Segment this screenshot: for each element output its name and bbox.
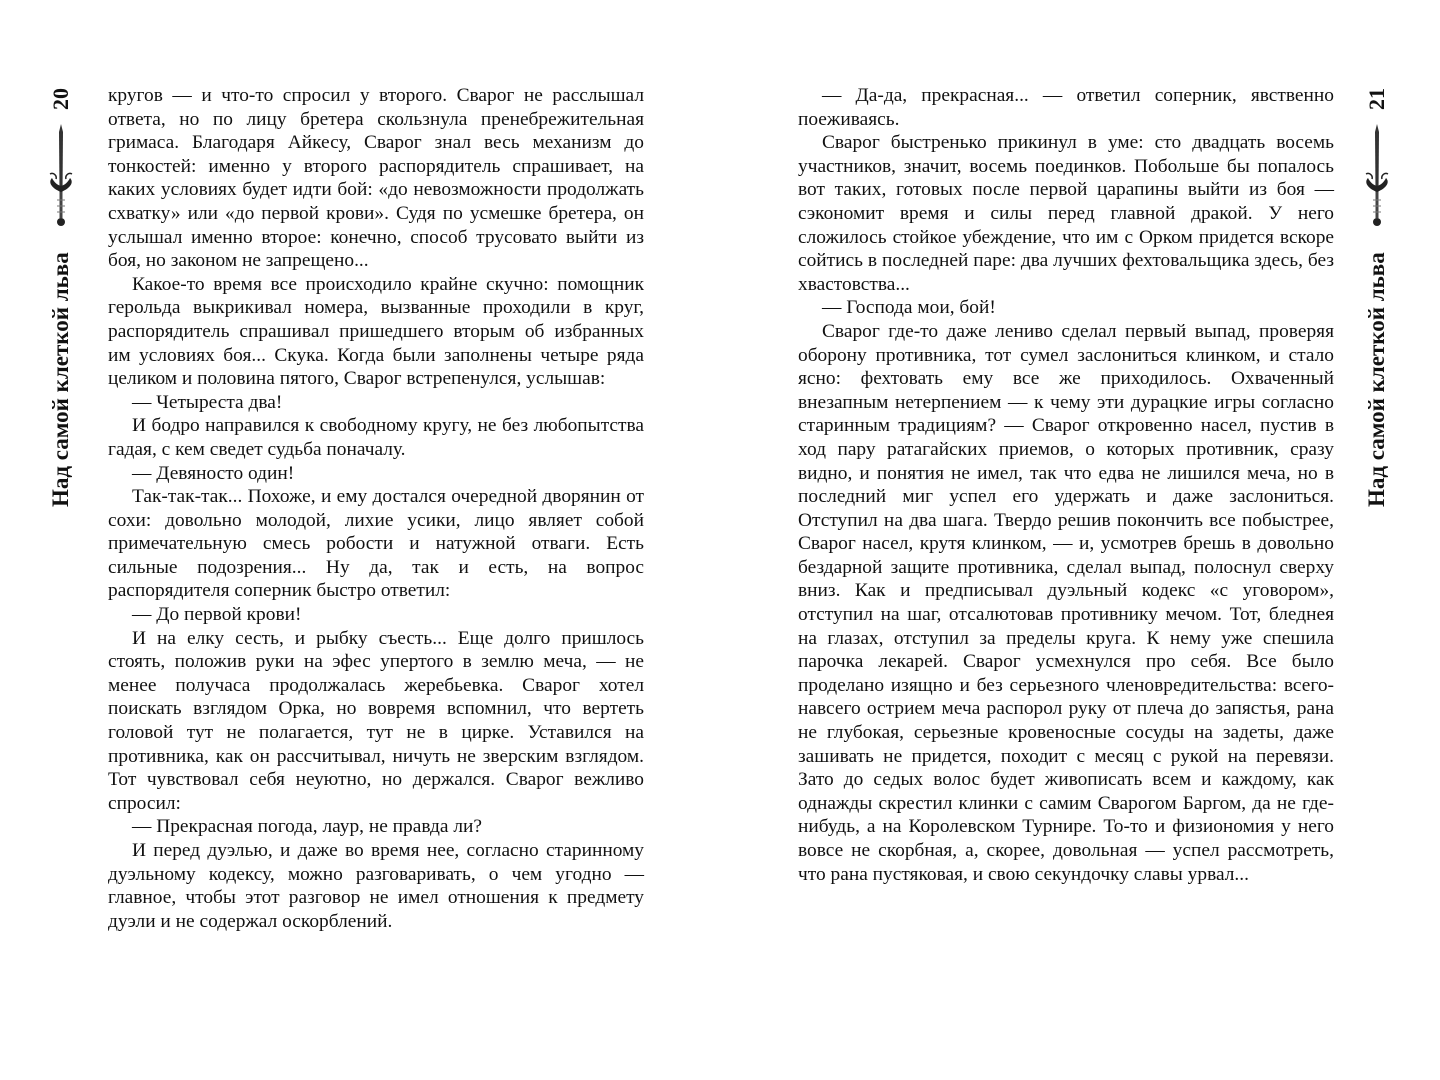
sword-ornament-icon xyxy=(1362,122,1392,232)
paragraph: Сварог где-то даже лениво сделал первый выпад, проверяя оборону противника, тот сумел заслониться клинком, и стало ясно: фехтовать ему все же приходилось. Охваченный внезапным нетерпением — к чему эти дурацкие игры согласно старинным традициям? — Сварог откровенно насел, пустив в ход пару ратагайских приемов, о которых противник, сразу видно, и понятия не имел, так что едва не лишился меча, но в последний миг успел его удержать и даже заслониться. Отступил на два шага. Твердо решив покончить все побыстрее, Сварог насел, крутя клинком, — и, усмотрев брешь в довольно бездарной защите противника, сделал выпад, полоснул сверху вниз. Как и предписывал дуэльный кодекс «с уговором», отступил на шаг, отсалютовав противнику мечом. Тот, бледнея на глазах, отступил за пределы круга. К нему уже спешила парочка лекарей. Сварог усмехнулся про себя. Все было проделано изящно и без серьезного членовредительства: всего-навсего острием меча распорол руку от плеча до запястья, рана не глубокая, серьезные кровеносные сосуды на задеты, даже зашивать не придется, походит с месяц с рукой на перевязи. Зато до седых волос будет живописать всем и каждому, как однажды скрестил клинки с самим Сварогом Баргом, да не где-нибудь, а на Королевском Турнире. То-то и физиономия у него вовсе не скорбная, а, скорее, довольная — успел рассмотреть, что рана пустяковая, и свою секундочку славы урвал... xyxy=(798,320,1334,885)
sword-ornament-icon xyxy=(46,122,76,232)
page-number-right: 21 xyxy=(1364,88,1389,110)
paragraph: И на елку сесть, и рыбку съесть... Еще долго пришлось стоять, положив руки на эфес упертого в землю меча, — не менее получаса продолжалась жеребьевка. Сварог хотел поискать взглядом Орка, но вовремя вспомнил, что вертеть головой тут не полагается, тут не в цирке. Уставился на противника, как он рассчитывал, ничуть не зверским взглядом. Тот чувствовал себя неуютно, но держался. Сварог вежливо спросил: xyxy=(108,627,644,814)
dialogue-line: — До первой крови! xyxy=(132,604,302,626)
paragraph: кругов — и что-то спросил у второго. Сварог не расслышал ответа, но по лицу бретера скользнула пренебрежительная гримаса. Благодаря Айкесу, Сварог знал весь механизм до тонкостей: именно у второго распорядитель спрашивает, на каких условиях будет идти бой: «до невозможности продолжать схватку» или «до первой крови». Судя по усмешке бретера, он услышал именно второе: конечно, способ трусовато выйти из боя, но законом не запрещено... xyxy=(108,85,644,272)
dialogue-line: — Да-да, прекрасная... — ответил соперник, явственно поеживаясь. xyxy=(798,85,1334,130)
right-text-body xyxy=(798,84,1334,886)
paragraph: И бодро направился к свободному кругу, не без любопытства гадая, с кем сведет судьба поначалу. xyxy=(108,415,644,460)
running-title-left: Над самой клеткой льва xyxy=(48,252,73,507)
running-title-right: Над самой клеткой льва xyxy=(1364,252,1389,507)
left-text-body xyxy=(108,84,644,933)
paragraph: Сварог быстренько прикинул в уме: сто двадцать восемь участников, значит, восемь поединков. Побольше бы попалось вот таких, готовых после первой царапины выйти из боя — сэкономит время и силы перед главной дракой. У него сложилось стойкое убеждение, что им с Орком придется вскоре сойтись в последней паре: два лучших фехтовальщика здесь, без хвастовства... xyxy=(798,132,1334,295)
right-margin xyxy=(1352,0,1402,1080)
dialogue-line: — Господа мои, бой! xyxy=(822,297,996,319)
paragraph: И перед дуэлью, и даже во время нее, согласно старинному дуэльному кодексу, можно разговаривать, о чем угодно — главное, чтобы этот разговор не имел отношения к предмету дуэли и не содержал оскорблений. xyxy=(108,840,644,932)
left-margin xyxy=(36,0,86,1080)
paragraph: Какое-то время все происходило крайне скучно: помощник герольда выкрикивал номера, вызванные проходили в круг, распорядитель спрашивал пришедшего вторым об избранных им условиях боя... Скука. Когда были заполнены четыре ряда целиком и половина пятого, Сварог встрепенулся, услышав: xyxy=(108,273,644,390)
page-number-left: 20 xyxy=(48,88,73,110)
paragraph: Так-так-так... Похоже, и ему достался очередной дворянин от сохи: довольно молодой, лихие усики, лицо являет собой примечательную смесь робости и натужной отваги. Есть сильные подозрения... Ну да, так и есть, на вопрос распорядителя соперник быстро ответил: xyxy=(108,486,644,602)
dialogue-line: — Прекрасная погода, лаур, не правда ли? xyxy=(132,816,483,838)
dialogue-line: — Девяносто один! xyxy=(132,462,295,484)
dialogue-line: — Четыреста два! xyxy=(132,391,283,413)
